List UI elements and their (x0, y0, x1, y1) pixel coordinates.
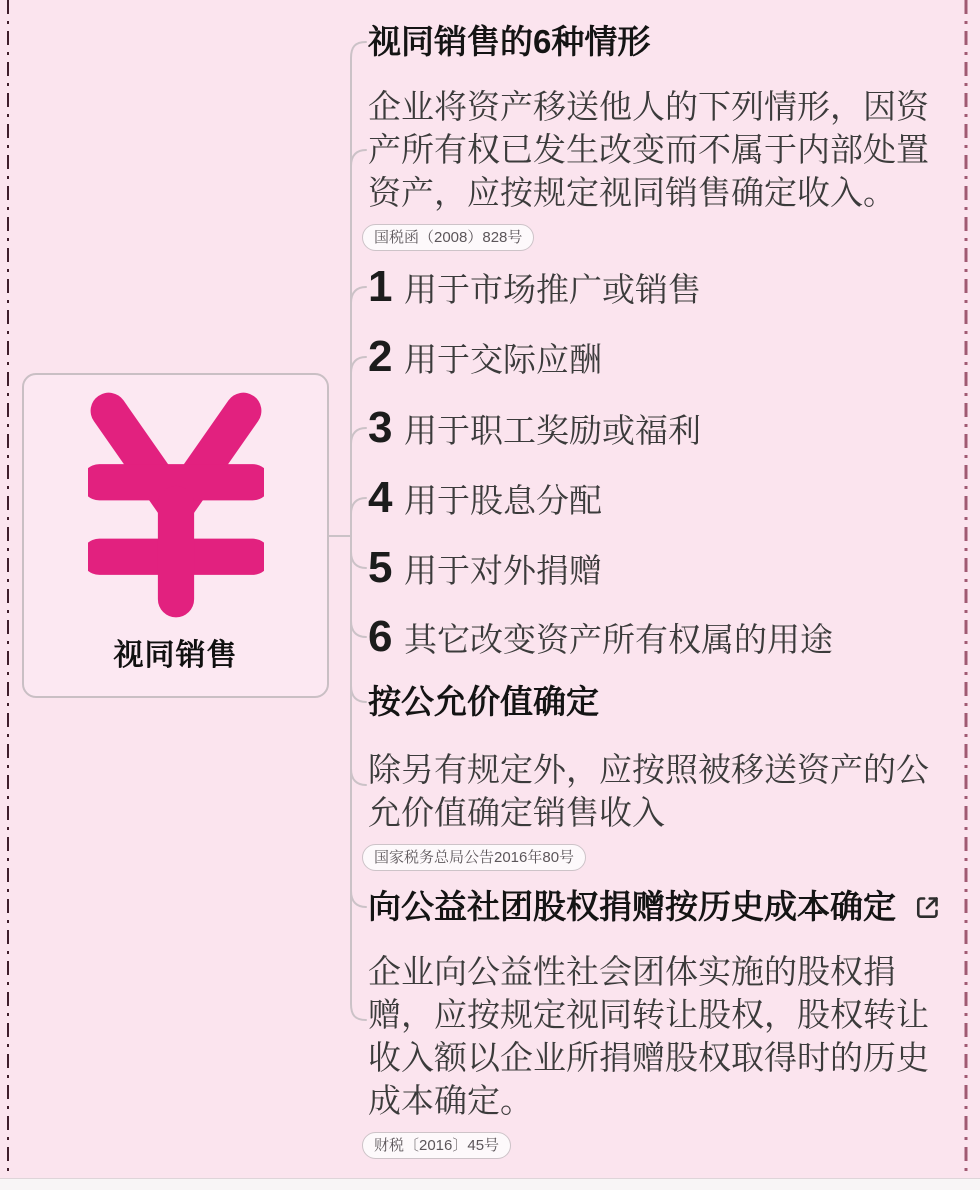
note-line: 企业向公益性社会团体实施的股权捐 (368, 953, 896, 990)
item-number: 3 (368, 403, 393, 452)
item-text: 用于职工奖励或福利 (404, 411, 701, 449)
note-line: 允价值确定销售收入 (368, 794, 665, 831)
item-text: 用于股息分配 (404, 481, 602, 519)
regulation-badge: 国家税务总局公告2016年80号 (362, 844, 586, 871)
regulation-badge: 财税〔2016〕45号 (362, 1132, 511, 1159)
item-text: 用于对外捐赠 (404, 551, 602, 589)
list-item-5[interactable] (368, 544, 602, 592)
topic-equity-donation-text: 向公益社团股权捐赠按历史成本确定 (368, 888, 896, 925)
external-link-icon[interactable] (914, 894, 941, 921)
note-line: 除另有规定外，应按照被移送资产的公 (368, 751, 929, 788)
note-deemed-sales[interactable] (368, 85, 929, 251)
item-text: 用于市场推广或销售 (404, 270, 701, 308)
regulation-badge: 国税函（2008）828号 (362, 224, 534, 251)
item-text: 用于交际应酬 (404, 340, 602, 378)
list-item-6[interactable] (368, 613, 833, 661)
branch-trunk (329, 42, 366, 1020)
root-topic-card[interactable] (22, 373, 329, 698)
note-line: 产所有权已发生改变而不属于内部处置 (368, 131, 929, 168)
note-line: 收入额以企业所捐赠股权取得时的历史 (368, 1039, 929, 1076)
item-number: 5 (368, 543, 393, 592)
topic-equity-donation[interactable] (368, 889, 941, 925)
item-number: 1 (368, 262, 393, 311)
topic-fair-value[interactable] (368, 684, 599, 720)
list-item-1[interactable] (368, 263, 701, 311)
note-line: 成本确定。 (368, 1082, 533, 1119)
topic-6-situations-text: 视同销售的6种情形 (368, 23, 651, 60)
yuan-icon (88, 391, 264, 619)
topic-6-situations[interactable] (368, 24, 650, 60)
list-item-3[interactable] (368, 404, 701, 452)
item-text: 其它改变资产所有权属的用途 (404, 620, 833, 658)
note-equity-donation[interactable] (368, 950, 929, 1159)
item-number: 2 (368, 332, 393, 381)
item-number: 6 (368, 612, 393, 661)
note-line: 企业将资产移送他人的下列情形，因资 (368, 88, 929, 125)
list-item-4[interactable] (368, 474, 602, 522)
note-fair-value[interactable] (368, 748, 929, 871)
topic-fair-value-text: 按公允价值确定 (368, 683, 599, 720)
note-line: 资产，应按规定视同销售确定收入。 (368, 174, 896, 211)
root-topic-label: 视同销售 (113, 639, 238, 672)
list-item-2[interactable] (368, 333, 602, 381)
page-bottom-margin (0, 1178, 980, 1190)
note-line: 赠，应按规定视同转让股权，股权转让 (368, 996, 929, 1033)
item-number: 4 (368, 473, 393, 522)
